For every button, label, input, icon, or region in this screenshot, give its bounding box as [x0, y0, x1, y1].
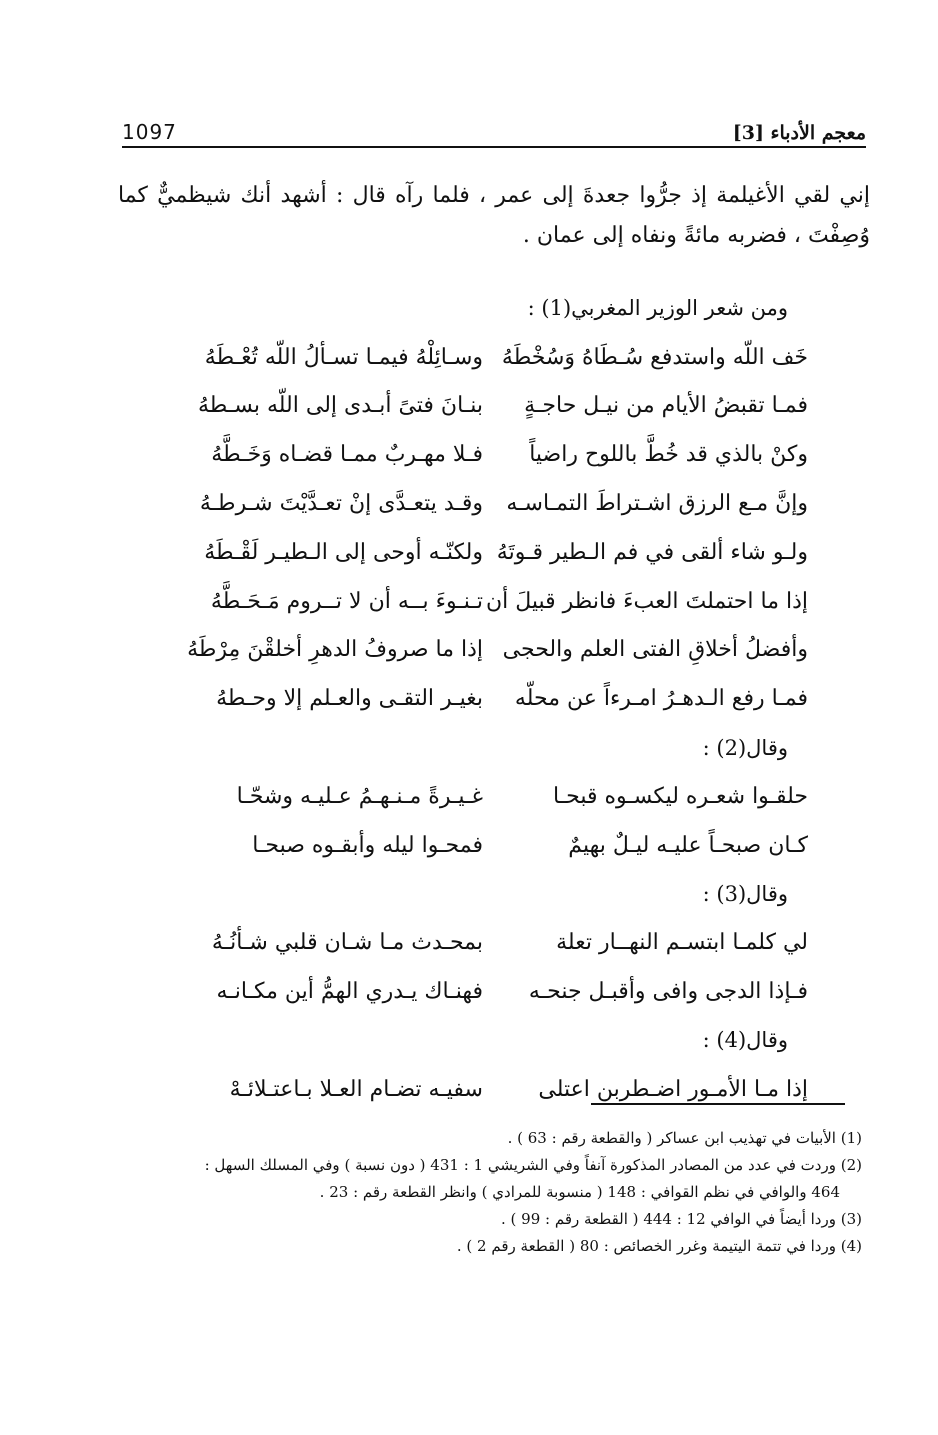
- verse-first-hemistich: خَف اللّه واستدفع سُـطَاهُ وَسُخْطَهُ: [501, 344, 808, 370]
- verse-first-hemistich: لي كلمـا ابتسـم النهــار تعلة: [556, 930, 808, 956]
- footnote: [118, 1125, 862, 1152]
- verse-second-hemistich: إذا ما صروفُ الدهرِ أخلقْنَ مِرْطَهُ: [187, 637, 483, 663]
- verse-first-hemistich: وكنْ بالذي قد خُطَّ باللوح راضياً: [529, 442, 808, 468]
- verse-line: [118, 528, 818, 577]
- poem-lead-text: وقال(2) :: [702, 735, 788, 760]
- footnote-text: (1) الأبيات في تهذيب ابن عساكر ( والقطعة رقم : 63 ) .: [507, 1129, 862, 1147]
- verse-first-hemistich: إذا ما احتملتَ العبءَ فانظر قبيلَ أن: [485, 588, 808, 614]
- poem-lead-text: وقال(3) :: [702, 881, 788, 906]
- header-rule: [122, 146, 866, 148]
- footnote-rule: [591, 1103, 845, 1105]
- poem-lead-text: ومن شعر الوزير المغربي(1) :: [527, 296, 788, 321]
- verse-line: [118, 479, 818, 528]
- verse-line: [118, 382, 818, 431]
- verse-line: [118, 333, 818, 382]
- verse-first-hemistich: وأفضلُ أخلاقِ الفتى العلم والحجى: [502, 637, 808, 663]
- running-title: معجم الأدباء [3]: [732, 122, 866, 144]
- footnote: [118, 1152, 862, 1206]
- verse-second-hemistich: فهنـاك يـدري الهمُّ أين مكـانـه: [216, 979, 483, 1005]
- verse-line: [118, 821, 818, 870]
- verse-line: [118, 967, 818, 1016]
- verse-second-hemistich: بمحـدث مـا شـان قلبي شـأنُـهُ: [211, 930, 483, 956]
- intro-paragraph: إني لقي الأغيلمة إذ جرُّوا جعدةَ إلى عمر ، فلما رآه قال : أشهد أنك شيظميٌّ كما وُصِفْتَ ، فضربه مائةً ونفاه إلى عمان .: [118, 183, 870, 248]
- verse-second-hemistich: وسـائِلْهُ فيمـا تسـألُ اللّه تُعْـطَهُ: [204, 344, 483, 370]
- verse-first-hemistich: وإنَّ مـع الرزق اشـتراطَ التمـاسـه: [506, 491, 808, 517]
- verse-first-hemistich: ولـو شاء ألقى في فم الـطير قـوتَهُ: [496, 539, 808, 565]
- footnotes: [118, 1125, 862, 1260]
- verse-first-hemistich: فمـا تقبضُ الأيام من نيـل حاجـةٍ: [524, 393, 808, 419]
- poem-lead: [118, 284, 818, 333]
- footnote: [118, 1233, 862, 1260]
- verse-second-hemistich: ولكنّـه أوحى إلى الـطيـر لَقْـطَهُ: [204, 539, 483, 565]
- verse-line: [118, 577, 818, 626]
- verse-second-hemistich: بغيـر التقـى والعـلم إلا وحـطهُ: [216, 686, 483, 712]
- poem-lead: [118, 870, 818, 919]
- footnote-text: (2) وردت في عدد من المصادر المذكورة آنفاً وفي الشريشي 1 : 431 ( دون نسبة ) وفي المسلك السهل :: [204, 1156, 862, 1174]
- poem-lead: [118, 1016, 818, 1065]
- poem-lead-text: وقال(4) :: [702, 1028, 788, 1053]
- footnote: [118, 1206, 862, 1233]
- verse-second-hemistich: بنـانَ فتىً أبـدى إلى اللّه بسـطهُ: [197, 393, 483, 419]
- page-header: [122, 108, 866, 144]
- verse-first-hemistich: فـإذا الدجى وافى وأقبـل جنحـه: [528, 979, 808, 1005]
- verse-second-hemistich: فمحـوا ليله وأبقـوه صبحـا: [252, 832, 483, 858]
- verse-line: [118, 430, 818, 479]
- verse-line: [118, 674, 818, 723]
- verse-first-hemistich: كـان صبحـاً عليـه ليـلٌ بهيمٌ: [568, 832, 808, 858]
- footnote-text: (3) وردا أيضاً في الوافي 12 : 444 ( القطعة رقم : 99 ) .: [501, 1210, 862, 1228]
- poem-lead: [118, 723, 818, 772]
- verse-line: [118, 772, 818, 821]
- verse-first-hemistich: فمـا رفع الـدهـرُ امـرءاً عن محلّه: [514, 686, 808, 712]
- poems-block: [118, 284, 818, 1114]
- verse-second-hemistich: وقـد يتعـدَّى إنْ تعـدَّيْتَ شـرطـهُ: [199, 491, 483, 517]
- verse-second-hemistich: فـلا مهـربٌ ممـا قضـاه وَخَـطَّهُ: [211, 442, 483, 468]
- footnote-continuation: 464 والوافي في نظم القوافي : 148 ( منسوبة للمرادي ) وانظر القطعة رقم : 23 .: [319, 1183, 840, 1201]
- verse-second-hemistich: تـنـوءَ بــه أن لا تــروم مَـحَـطَّهُ: [210, 588, 483, 614]
- verse-first-hemistich: إذا مـا الأمـور اضـطربن اعتلى: [538, 1076, 808, 1102]
- verse-first-hemistich: حلقـوا شعـره ليكسـوه قبحـا: [552, 783, 808, 809]
- verse-line: [118, 1065, 818, 1114]
- footnote-text: (4) وردا في تتمة اليتيمة وغرر الخصائص : 80 ( القطعة رقم 2 ) .: [456, 1237, 862, 1255]
- verse-second-hemistich: غـيـرةً مـنـهـمُ عـليـه وشحّـا: [236, 783, 483, 809]
- page-number: 1097: [122, 120, 177, 144]
- verse-second-hemistich: سفيـه تضـام العـلا بـاعتـلائـهْ: [229, 1076, 483, 1102]
- verse-line: [118, 626, 818, 675]
- verse-line: [118, 918, 818, 967]
